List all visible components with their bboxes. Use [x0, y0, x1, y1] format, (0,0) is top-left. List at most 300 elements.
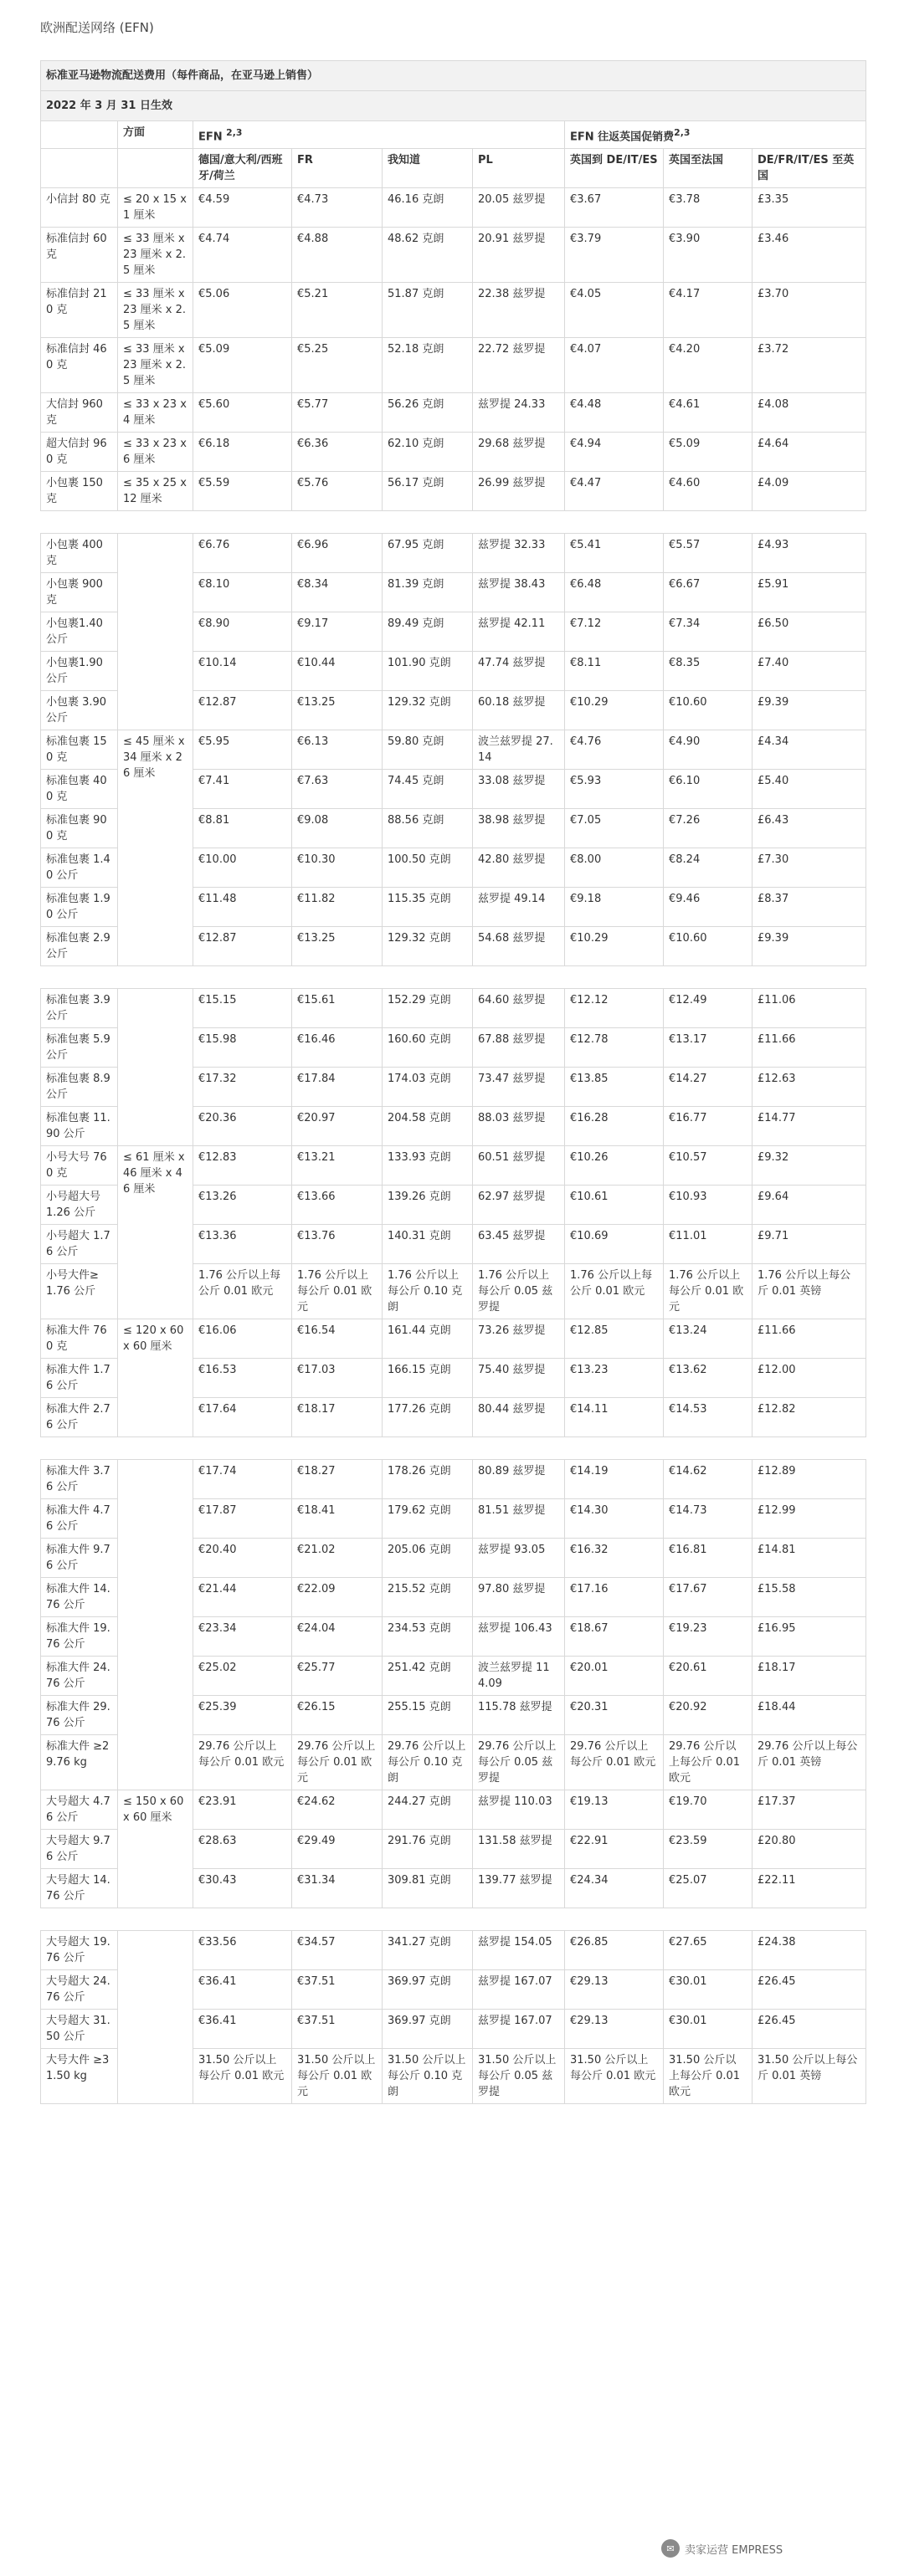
row-name: 小包裹 3.90 公斤	[41, 691, 118, 730]
fee-cell: 73.26 兹罗提	[473, 1319, 565, 1359]
fee-cell: €12.87	[193, 927, 292, 966]
fee-cell: €5.21	[292, 283, 383, 338]
fee-cell: €10.26	[565, 1146, 664, 1186]
row-dimension	[118, 989, 193, 1146]
fee-cell: £9.39	[752, 691, 866, 730]
fee-cell: €33.56	[193, 1931, 292, 1970]
fee-cell: €9.17	[292, 612, 383, 652]
fee-cell: 26.99 兹罗提	[473, 472, 565, 511]
fee-cell: 33.08 兹罗提	[473, 770, 565, 809]
fee-cell: £12.00	[752, 1359, 866, 1398]
fee-cell: €22.09	[292, 1578, 383, 1617]
fee-cell: €5.76	[292, 472, 383, 511]
row-name: 小包裹1.90 公斤	[41, 652, 118, 691]
wechat-logo-icon: ✉	[661, 2539, 680, 2558]
fee-cell: 46.16 克朗	[383, 188, 473, 228]
header-col: 我知道	[383, 149, 473, 188]
fee-cell: €20.01	[565, 1657, 664, 1696]
fee-cell: €13.76	[292, 1225, 383, 1264]
row-name: 小号超大 1.76 公斤	[41, 1225, 118, 1264]
row-name: 小包裹 900 克	[41, 573, 118, 612]
fee-cell: £22.11	[752, 1869, 866, 1908]
fee-cell: 115.35 克朗	[383, 888, 473, 927]
fee-cell: €13.66	[292, 1186, 383, 1225]
row-name: 大号超大 9.76 公斤	[41, 1830, 118, 1869]
fee-cell: €9.18	[565, 888, 664, 927]
fee-cell: 兹罗提 93.05	[473, 1539, 565, 1578]
table-row	[41, 433, 866, 472]
fee-cell: 89.49 克朗	[383, 612, 473, 652]
fee-cell: €11.48	[193, 888, 292, 927]
fee-cell: €5.93	[565, 770, 664, 809]
header-row-1	[41, 121, 866, 149]
fee-cell: 31.50 公斤以上每公斤 0.01 欧元	[664, 2049, 752, 2104]
row-name: 标准信封 460 克	[41, 338, 118, 393]
fee-cell: 80.44 兹罗提	[473, 1398, 565, 1437]
fee-cell: £15.58	[752, 1578, 866, 1617]
row-name: 大信封 960 克	[41, 393, 118, 433]
fee-cell: €28.63	[193, 1830, 292, 1869]
fee-cell: £11.06	[752, 989, 866, 1028]
fee-cell: €31.34	[292, 1869, 383, 1908]
fee-cell: £9.64	[752, 1186, 866, 1225]
row-name: 标准包裹 150 克	[41, 730, 118, 770]
row-name: 大号大件 ≥31.50 kg	[41, 2049, 118, 2104]
row-name: 标准大件 3.76 公斤	[41, 1460, 118, 1499]
fee-cell: €17.87	[193, 1499, 292, 1539]
row-name: 标准大件 14.76 公斤	[41, 1578, 118, 1617]
fee-cell: 62.97 兹罗提	[473, 1186, 565, 1225]
fee-cell: €20.92	[664, 1696, 752, 1735]
fee-cell: €16.46	[292, 1028, 383, 1068]
fee-cell: 88.03 兹罗提	[473, 1107, 565, 1146]
fee-cell: €17.03	[292, 1359, 383, 1398]
fee-cell: 47.74 兹罗提	[473, 652, 565, 691]
fee-cell: £26.45	[752, 1970, 866, 2010]
fee-cell: €4.74	[193, 228, 292, 283]
fee-cell: £24.38	[752, 1931, 866, 1970]
row-name: 标准包裹 8.9 公斤	[41, 1068, 118, 1107]
table-row	[41, 534, 866, 573]
fee-cell: £7.40	[752, 652, 866, 691]
fee-cell: €5.06	[193, 283, 292, 338]
fee-cell: €6.96	[292, 534, 383, 573]
fee-cell: 204.58 克朗	[383, 1107, 473, 1146]
fee-cell: 29.76 公斤以上每公斤 0.01 英镑	[752, 1735, 866, 1790]
fee-cell: €15.15	[193, 989, 292, 1028]
row-name: 标准大件 24.76 公斤	[41, 1657, 118, 1696]
fee-cell: €37.51	[292, 2010, 383, 2049]
section-separator	[41, 511, 866, 534]
row-name: 小包裹1.40 公斤	[41, 612, 118, 652]
fee-cell: €13.25	[292, 927, 383, 966]
fee-cell: €4.48	[565, 393, 664, 433]
fee-cell: 139.26 克朗	[383, 1186, 473, 1225]
fee-cell: €29.13	[565, 1970, 664, 2010]
fee-cell: €25.02	[193, 1657, 292, 1696]
fee-cell: £11.66	[752, 1028, 866, 1068]
row-dimension: ≤ 35 x 25 x 12 厘米	[118, 472, 193, 511]
fee-cell: £20.80	[752, 1830, 866, 1869]
fee-cell: €4.07	[565, 338, 664, 393]
fee-cell: €7.05	[565, 809, 664, 848]
fee-cell: 兹罗提 106.43	[473, 1617, 565, 1657]
fee-cell: 兹罗提 24.33	[473, 393, 565, 433]
row-name: 标准包裹 1.90 公斤	[41, 888, 118, 927]
fee-cell: €13.25	[292, 691, 383, 730]
fee-cell: 67.95 克朗	[383, 534, 473, 573]
fee-cell: €4.61	[664, 393, 752, 433]
fee-cell: £5.91	[752, 573, 866, 612]
fee-cell: £17.37	[752, 1790, 866, 1830]
row-name: 标准大件 760 克	[41, 1319, 118, 1359]
fee-cell: €10.57	[664, 1146, 752, 1186]
fee-cell: £9.71	[752, 1225, 866, 1264]
row-name: 标准包裹 2.9 公斤	[41, 927, 118, 966]
fee-cell: 81.39 克朗	[383, 573, 473, 612]
row-name: 小号大件≥ 1.76 公斤	[41, 1264, 118, 1319]
row-dimension: ≤ 61 厘米 x 46 厘米 x 46 厘米	[118, 1146, 193, 1319]
effective-date: 2022 年 3 月 31 日生效	[41, 91, 866, 121]
page-title: 欧洲配送网络 (EFN)	[40, 20, 154, 35]
fee-cell: 31.50 公斤以上每公斤 0.10 克朗	[383, 2049, 473, 2104]
fee-cell: €5.25	[292, 338, 383, 393]
fee-cell: €30.01	[664, 2010, 752, 2049]
fee-cell: 兹罗提 167.07	[473, 2010, 565, 2049]
fee-cell: €4.76	[565, 730, 664, 770]
fee-cell: €15.98	[193, 1028, 292, 1068]
fee-cell: €20.36	[193, 1107, 292, 1146]
header-uk-group: EFN 往返英国促销费$^{2,3}$	[565, 121, 866, 149]
fee-cell: €6.18	[193, 433, 292, 472]
fee-cell: 369.97 克朗	[383, 2010, 473, 2049]
fee-cell: €4.05	[565, 283, 664, 338]
fee-cell: 74.45 克朗	[383, 770, 473, 809]
fee-cell: 166.15 克朗	[383, 1359, 473, 1398]
header-col: 德国/意大利/西班牙/荷兰	[193, 149, 292, 188]
fee-cell: €7.12	[565, 612, 664, 652]
fee-cell: 20.91 兹罗提	[473, 228, 565, 283]
fee-cell: £18.44	[752, 1696, 866, 1735]
fee-cell: €18.67	[565, 1617, 664, 1657]
header-col: DE/FR/IT/ES 至英国	[752, 149, 866, 188]
fee-cell: 29.76 公斤以上每公斤 0.01 欧元	[565, 1735, 664, 1790]
fee-cell: 31.50 公斤以上每公斤 0.01 欧元	[193, 2049, 292, 2104]
row-dimension	[118, 1460, 193, 1790]
fee-cell: 兹罗提 38.43	[473, 573, 565, 612]
fee-cell: £4.64	[752, 433, 866, 472]
fee-cell: €23.34	[193, 1617, 292, 1657]
fee-cell: 56.26 克朗	[383, 393, 473, 433]
table-row	[41, 1319, 866, 1359]
row-dimension: ≤ 150 x 60 x 60 厘米	[118, 1790, 193, 1908]
fee-cell: €8.81	[193, 809, 292, 848]
fee-cell: £4.93	[752, 534, 866, 573]
fee-cell: 1.76 公斤以上每公斤 0.01 英镑	[752, 1264, 866, 1319]
fee-cell: €8.90	[193, 612, 292, 652]
fee-cell: €7.26	[664, 809, 752, 848]
fee-cell: €10.00	[193, 848, 292, 888]
fee-cell: 63.45 兹罗提	[473, 1225, 565, 1264]
row-name: 标准包裹 11.90 公斤	[41, 1107, 118, 1146]
fee-cell: €4.90	[664, 730, 752, 770]
row-dimension	[118, 1931, 193, 2104]
fee-cell: €14.73	[664, 1499, 752, 1539]
fee-cell: €9.08	[292, 809, 383, 848]
fee-cell: €16.32	[565, 1539, 664, 1578]
fee-cell: €36.41	[193, 2010, 292, 2049]
fee-cell: €10.29	[565, 927, 664, 966]
fee-cell: €37.51	[292, 1970, 383, 2010]
fee-cell: 160.60 克朗	[383, 1028, 473, 1068]
fee-cell: €6.76	[193, 534, 292, 573]
fee-cell: €13.17	[664, 1028, 752, 1068]
fee-cell: €3.78	[664, 188, 752, 228]
fee-cell: 133.93 克朗	[383, 1146, 473, 1186]
header-blank	[118, 149, 193, 188]
fee-cell: €8.10	[193, 573, 292, 612]
fee-cell: 31.50 公斤以上每公斤 0.01 英镑	[752, 2049, 866, 2104]
fee-cell: €8.35	[664, 652, 752, 691]
fee-cell: €7.34	[664, 612, 752, 652]
fee-cell: 22.72 兹罗提	[473, 338, 565, 393]
fee-cell: €22.91	[565, 1830, 664, 1869]
row-name: 小号超大号 1.26 公斤	[41, 1186, 118, 1225]
fee-cell: 131.58 兹罗提	[473, 1830, 565, 1869]
row-name: 小信封 80 克	[41, 188, 118, 228]
fee-cell: €8.24	[664, 848, 752, 888]
fee-cell: 205.06 克朗	[383, 1539, 473, 1578]
fee-cell: £14.77	[752, 1107, 866, 1146]
fee-cell: €17.84	[292, 1068, 383, 1107]
fee-cell: 1.76 公斤以上每公斤 0.05 兹罗提	[473, 1264, 565, 1319]
row-name: 标准大件 29.76 公斤	[41, 1696, 118, 1735]
fee-table	[40, 60, 866, 2104]
fee-cell: 97.80 兹罗提	[473, 1578, 565, 1617]
fee-cell: €5.09	[193, 338, 292, 393]
fee-cell: €13.85	[565, 1068, 664, 1107]
row-name: 标准包裹 1.40 公斤	[41, 848, 118, 888]
table-row	[41, 472, 866, 511]
fee-cell: 161.44 克朗	[383, 1319, 473, 1359]
separator-cell	[41, 1437, 866, 1460]
table-banner-row	[41, 61, 866, 91]
fee-cell: €12.87	[193, 691, 292, 730]
fee-cell: 兹罗提 49.14	[473, 888, 565, 927]
fee-cell: £4.34	[752, 730, 866, 770]
row-dimension: ≤ 33 x 23 x 6 厘米	[118, 433, 193, 472]
fee-cell: €18.41	[292, 1499, 383, 1539]
fee-cell: 369.97 克朗	[383, 1970, 473, 2010]
fee-cell: €27.65	[664, 1931, 752, 1970]
fee-cell: €3.90	[664, 228, 752, 283]
fee-cell: £8.37	[752, 888, 866, 927]
fee-cell: €14.19	[565, 1460, 664, 1499]
row-name: 标准大件 9.76 公斤	[41, 1539, 118, 1578]
fee-cell: 兹罗提 110.03	[473, 1790, 565, 1830]
fee-cell: €9.46	[664, 888, 752, 927]
fee-cell: 244.27 克朗	[383, 1790, 473, 1830]
row-name: 标准信封 210 克	[41, 283, 118, 338]
fee-cell: 100.50 克朗	[383, 848, 473, 888]
fee-cell: 29.76 公斤以上每公斤 0.05 兹罗提	[473, 1735, 565, 1790]
fee-cell: €5.60	[193, 393, 292, 433]
fee-cell: €8.00	[565, 848, 664, 888]
row-dimension	[118, 534, 193, 730]
table-row	[41, 393, 866, 433]
fee-cell: 129.32 克朗	[383, 927, 473, 966]
fee-cell: €20.97	[292, 1107, 383, 1146]
table-row	[41, 1146, 866, 1186]
fee-cell: 31.50 公斤以上每公斤 0.01 欧元	[292, 2049, 383, 2104]
fee-cell: €8.34	[292, 573, 383, 612]
fee-cell: £3.35	[752, 188, 866, 228]
fee-cell: €4.59	[193, 188, 292, 228]
header-col: 英国到 DE/IT/ES	[565, 149, 664, 188]
fee-cell: €17.32	[193, 1068, 292, 1107]
fee-cell: €5.57	[664, 534, 752, 573]
fee-cell: €10.93	[664, 1186, 752, 1225]
fee-cell: €17.16	[565, 1578, 664, 1617]
fee-cell: €29.13	[565, 2010, 664, 2049]
separator-cell	[41, 1908, 866, 1931]
fee-cell: €12.85	[565, 1319, 664, 1359]
fee-cell: €5.09	[664, 433, 752, 472]
row-dimension: ≤ 33 厘米 x 23 厘米 x 2.5 厘米	[118, 283, 193, 338]
header-blank	[41, 149, 118, 188]
fee-cell: £9.39	[752, 927, 866, 966]
fee-cell: €30.43	[193, 1869, 292, 1908]
fee-cell: 兹罗提 32.33	[473, 534, 565, 573]
fee-cell: €10.14	[193, 652, 292, 691]
fee-cell: €6.67	[664, 573, 752, 612]
fee-cell: €23.91	[193, 1790, 292, 1830]
fee-cell: €4.73	[292, 188, 383, 228]
row-name: 大号超大 24.76 公斤	[41, 1970, 118, 2010]
fee-cell: €6.36	[292, 433, 383, 472]
fee-cell: €12.49	[664, 989, 752, 1028]
fee-cell: €13.21	[292, 1146, 383, 1186]
fee-cell: €20.61	[664, 1657, 752, 1696]
fee-cell: €7.41	[193, 770, 292, 809]
fee-cell: 152.29 克朗	[383, 989, 473, 1028]
banner-title: 标准亚马逊物流配送费用（每件商品，在亚马逊上销售）	[41, 61, 866, 91]
fee-cell: 1.76 公斤以上每公斤 0.01 欧元	[193, 1264, 292, 1319]
fee-cell: 309.81 克朗	[383, 1869, 473, 1908]
fee-cell: £16.95	[752, 1617, 866, 1657]
fee-cell: 62.10 克朗	[383, 433, 473, 472]
fee-cell: €11.82	[292, 888, 383, 927]
table-row	[41, 228, 866, 283]
fee-cell: €26.85	[565, 1931, 664, 1970]
fee-cell: €3.67	[565, 188, 664, 228]
fee-cell: €16.28	[565, 1107, 664, 1146]
row-dimension: ≤ 120 x 60 x 60 厘米	[118, 1319, 193, 1437]
fee-cell: €19.13	[565, 1790, 664, 1830]
fee-cell: 81.51 兹罗提	[473, 1499, 565, 1539]
section-separator	[41, 966, 866, 989]
fee-cell: €6.13	[292, 730, 383, 770]
watermark-text: 卖家运营 EMPRESS	[685, 2543, 783, 2557]
fee-cell: €11.01	[664, 1225, 752, 1264]
fee-cell: 54.68 兹罗提	[473, 927, 565, 966]
header-col: 英国至法国	[664, 149, 752, 188]
fee-cell: 291.76 克朗	[383, 1830, 473, 1869]
table-row	[41, 1460, 866, 1499]
fee-cell: £12.89	[752, 1460, 866, 1499]
section-separator	[41, 1437, 866, 1460]
row-dimension: ≤ 45 厘米 x 34 厘米 x 26 厘米	[118, 730, 193, 966]
fee-cell: €12.78	[565, 1028, 664, 1068]
row-name: 标准信封 60 克	[41, 228, 118, 283]
fee-cell: 1.76 公斤以上每公斤 0.01 欧元	[292, 1264, 383, 1319]
row-name: 标准包裹 5.9 公斤	[41, 1028, 118, 1068]
header-blank	[41, 121, 118, 149]
fee-cell: 73.47 兹罗提	[473, 1068, 565, 1107]
fee-cell: €13.26	[193, 1186, 292, 1225]
header-dimension: 方面	[118, 121, 193, 149]
fee-cell: 255.15 克朗	[383, 1696, 473, 1735]
fee-cell: €16.54	[292, 1319, 383, 1359]
row-name: 大号超大 4.76 公斤	[41, 1790, 118, 1830]
fee-cell: £4.09	[752, 472, 866, 511]
fee-cell: €20.40	[193, 1539, 292, 1578]
fee-cell: 67.88 兹罗提	[473, 1028, 565, 1068]
fee-cell: 29.76 公斤以上每公斤 0.10 克朗	[383, 1735, 473, 1790]
fee-cell: 64.60 兹罗提	[473, 989, 565, 1028]
fee-cell: €25.07	[664, 1869, 752, 1908]
effective-date-row	[41, 91, 866, 121]
fee-cell: €17.64	[193, 1398, 292, 1437]
header-col: PL	[473, 149, 565, 188]
fee-cell: 29.76 公斤以上每公斤 0.01 欧元	[664, 1735, 752, 1790]
fee-cell: £18.17	[752, 1657, 866, 1696]
fee-cell: 51.87 克朗	[383, 283, 473, 338]
row-name: 标准大件 1.76 公斤	[41, 1359, 118, 1398]
fee-cell: £12.82	[752, 1398, 866, 1437]
fee-cell: €13.36	[193, 1225, 292, 1264]
watermark	[661, 2539, 783, 2558]
fee-cell: 59.80 克朗	[383, 730, 473, 770]
fee-cell: €6.10	[664, 770, 752, 809]
fee-cell: €24.34	[565, 1869, 664, 1908]
separator-cell	[41, 966, 866, 989]
fee-cell: €24.62	[292, 1790, 383, 1830]
fee-cell: €10.44	[292, 652, 383, 691]
fee-cell: €18.17	[292, 1398, 383, 1437]
fee-cell: 波兰兹罗提 27.14	[473, 730, 565, 770]
fee-cell: €7.63	[292, 770, 383, 809]
fee-cell: £3.72	[752, 338, 866, 393]
row-name: 标准包裹 3.9 公斤	[41, 989, 118, 1028]
fee-cell: €10.60	[664, 691, 752, 730]
fee-cell: €4.47	[565, 472, 664, 511]
row-name: 标准大件 2.76 公斤	[41, 1398, 118, 1437]
row-name: 标准包裹 400 克	[41, 770, 118, 809]
row-name: 标准大件 4.76 公斤	[41, 1499, 118, 1539]
fee-cell: €24.04	[292, 1617, 383, 1657]
fee-cell: 22.38 兹罗提	[473, 283, 565, 338]
fee-cell: €13.62	[664, 1359, 752, 1398]
fee-cell: €16.06	[193, 1319, 292, 1359]
fee-cell: €5.59	[193, 472, 292, 511]
fee-cell: £12.99	[752, 1499, 866, 1539]
row-name: 超大信封 960 克	[41, 433, 118, 472]
fee-cell: €12.12	[565, 989, 664, 1028]
fee-cell: €10.60	[664, 927, 752, 966]
fee-cell: €4.17	[664, 283, 752, 338]
fee-cell: €12.83	[193, 1146, 292, 1186]
